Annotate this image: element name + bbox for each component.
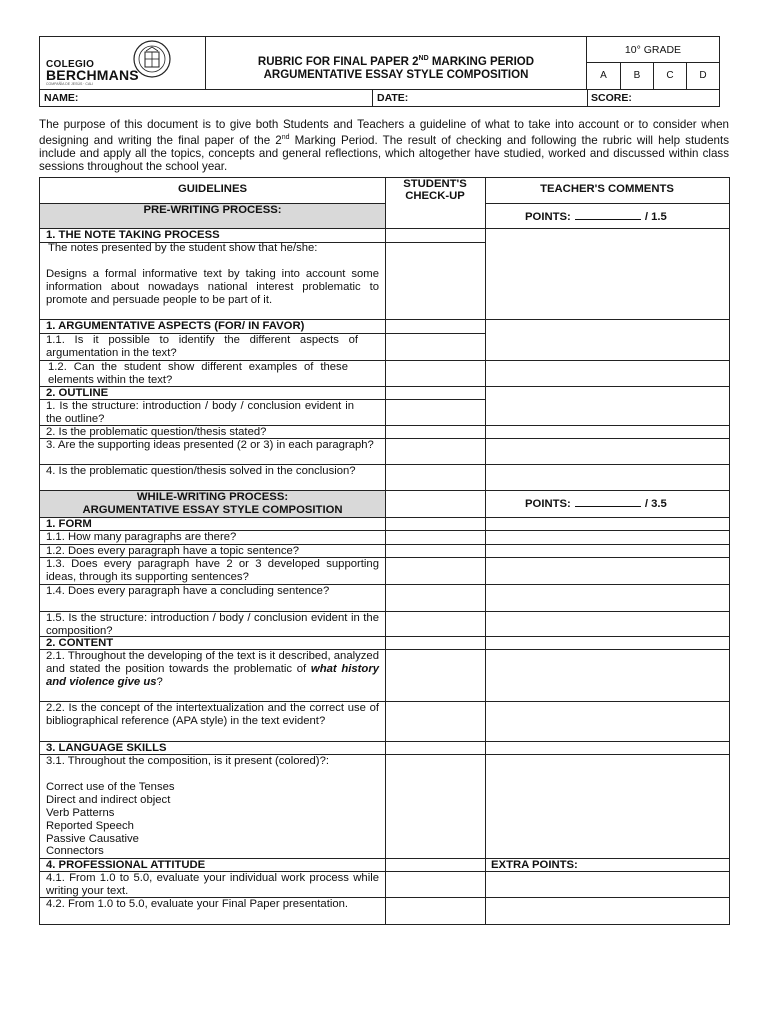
document-title xyxy=(206,37,587,89)
content-title: 2. CONTENT xyxy=(46,637,114,649)
grade-letter-a[interactable]: A xyxy=(600,70,607,81)
col-student-checkup: STUDENT'S CHECK-UP xyxy=(403,178,467,202)
logo-line2: BERCHMANS xyxy=(46,67,139,83)
form-1: 1.1. How many paragraphs are there? xyxy=(46,531,237,543)
date-label: DATE: xyxy=(377,92,409,104)
grade-letter-c[interactable]: C xyxy=(653,63,686,89)
language-item: Direct and indirect object xyxy=(46,794,171,806)
professional-4-1: 4.1. From 1.0 to 5.0, evaluate your individual work process while writing your text. xyxy=(46,872,379,897)
points-while-writing: POINTS: / 3.5 xyxy=(525,498,667,510)
name-label: NAME: xyxy=(44,92,79,104)
argumentative-1-1: 1.1. Is it possible to identify the different aspects of argumentation in the text? xyxy=(46,334,358,359)
professional-attitude-title: 4. PROFESSIONAL ATTITUDE xyxy=(46,859,206,871)
language-skills-title: 3. LANGUAGE SKILLS xyxy=(46,742,167,754)
note-taking-title: 1. THE NOTE TAKING PROCESS xyxy=(46,229,220,241)
col-teacher-comments: TEACHER'S COMMENTS xyxy=(540,183,674,195)
outline-3: 3. Are the supporting ideas presented (2 or 3) in each paragraph? xyxy=(46,439,374,451)
points-pre-writing: POINTS: / 1.5 xyxy=(525,211,667,223)
rubric-table xyxy=(39,177,730,925)
language-item: Reported Speech xyxy=(46,820,134,832)
content-2: 2.2. Is the concept of the intertextualization and the correct use of bibliographical reference (APA style) in the text evident? xyxy=(46,702,379,727)
form-3: 1.3. Does every paragraph have 2 or 3 developed supporting ideas, through its supporting sentences? xyxy=(46,558,379,583)
note-taking-intro: The notes presented by the student show that he/she: xyxy=(48,242,318,254)
title-line1: RUBRIC FOR FINAL PAPER 2ND MARKING PERIOD xyxy=(257,55,535,68)
language-item: Verb Patterns xyxy=(46,807,115,819)
argumentative-1-2: 1.2. Can the student show different examples of these elements within the text? xyxy=(48,361,348,386)
score-label: SCORE: xyxy=(591,92,632,104)
content-1: 2.1. Throughout the developing of the text is it described, analyzed and stated the position towards the problematic of what history and violence give us? xyxy=(46,650,379,688)
form-4: 1.4. Does every paragraph have a concluding sentence? xyxy=(46,585,330,597)
document-header xyxy=(39,36,720,107)
outline-2: 2. Is the problematic question/thesis stated? xyxy=(46,426,267,438)
outline-1: 1. Is the structure: introduction / body / conclusion evident in the outline? xyxy=(46,400,354,425)
language-skills-intro: 3.1. Throughout the composition, is it present (colored)?: xyxy=(46,755,329,767)
pre-writing-heading: PRE-WRITING PROCESS: xyxy=(143,204,282,216)
while-writing-heading: WHILE-WRITING PROCESS: ARGUMENTATIVE ESSAY STYLE COMPOSITION xyxy=(82,491,343,516)
outline-title: 2. OUTLINE xyxy=(46,387,109,399)
title-line2: ARGUMENTATIVE ESSAY STYLE COMPOSITION xyxy=(263,69,529,81)
form-2: 1.2. Does every paragraph have a topic sentence? xyxy=(46,545,300,557)
grade-letter-d[interactable]: D xyxy=(686,63,719,89)
school-logo xyxy=(40,37,206,89)
grade-letter-b[interactable]: B xyxy=(620,63,653,89)
grade-label: 10° GRADE xyxy=(587,37,719,63)
grade-box xyxy=(587,37,719,89)
form-5: 1.5. Is the structure: introduction / body / conclusion evident in the composition? xyxy=(46,612,379,637)
logo-tagline: COMPAÑÍA DE JESÚS · CALI xyxy=(46,82,94,86)
logo-line1: COLEGIO xyxy=(46,59,95,70)
intro-paragraph: The purpose of this document is to give both Students and Teachers a guideline of what to take into account or to consider when designing and writing the final paper of the 2nd Marking Period. The result of checking and following the rubric will help students include and apply all the topics, concepts and general reflections, which altogether have studied, worked and discussed within class sessions throughout the school year. xyxy=(39,118,729,173)
extra-points-label: EXTRA POINTS: xyxy=(491,859,578,871)
language-item: Correct use of the Tenses xyxy=(46,781,175,793)
form-title: 1. FORM xyxy=(46,518,92,530)
language-item: Passive Causative xyxy=(46,833,139,845)
name-date-score-row xyxy=(40,89,719,106)
professional-4-2: 4.2. From 1.0 to 5.0, evaluate your Final Paper presentation. xyxy=(46,898,349,910)
grade-letters xyxy=(587,63,719,89)
language-item: Connectors xyxy=(46,845,104,857)
col-guidelines: GUIDELINES xyxy=(177,183,248,195)
argumentative-title: 1. ARGUMENTATIVE ASPECTS (FOR/ IN FAVOR) xyxy=(46,320,305,332)
note-taking-body: Designs a formal informative text by taking into account some information about nowadays national interest problematic to promote and persuade people to be part of it. xyxy=(46,268,379,306)
outline-4: 4. Is the problematic question/thesis solved in the conclusion? xyxy=(46,465,356,477)
